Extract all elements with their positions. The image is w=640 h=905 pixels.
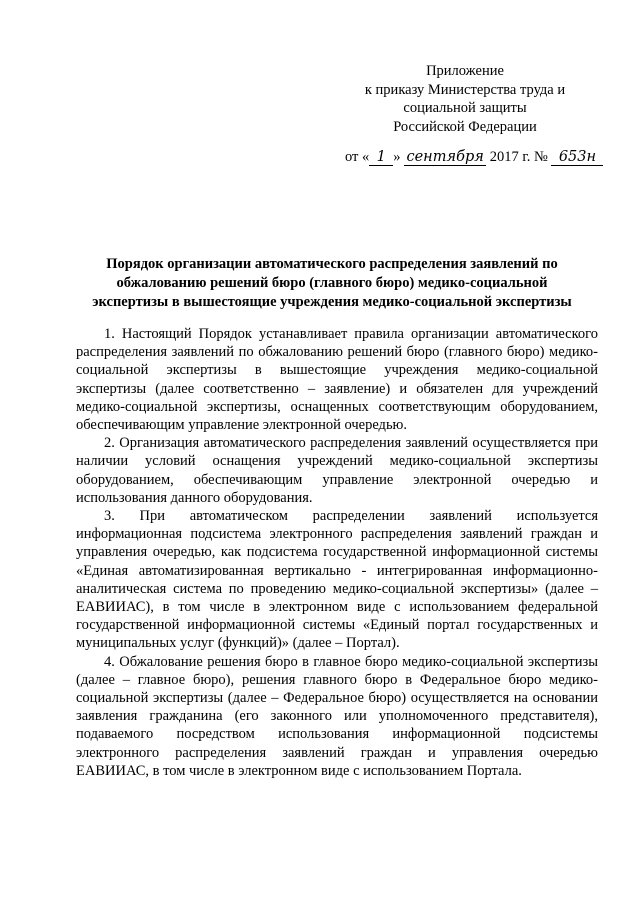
annex-line-3: социальной защиты (403, 100, 527, 116)
paragraph-3: 3. При автоматическом распределении заявлений используется информационная подсистема электронного распределения заявлений граждан и управления очередью, как подсистема государственной информационной системы «Единая автоматизированная вертикально - интегрированная информационно-аналитическая система по проведению медико-социальной экспертизы» (далее – ЕАВИИАС), в том числе в электронном виде с использованием федеральной государственной информационной системы «Единый портал государственных и муниципальных услуг (функций)» (далее – Портал). (76, 508, 598, 652)
order-date-line (345, 148, 603, 166)
date-year: 2017 г. № (489, 149, 548, 165)
annex-line-1: Приложение (426, 63, 504, 79)
document-title (66, 255, 598, 312)
date-mid: » (393, 149, 401, 165)
title-line-2: обжалованию решений бюро (главного бюро) медико-социальной (116, 275, 548, 291)
document-body (76, 325, 598, 780)
paragraph-4: 4. Обжалование решения бюро в главное бюро медико-социальной экспертизы (далее – главное бюро), решения главного бюро в Федеральное бюро медико-социальной экспертизы (далее – Федеральное бюро) осуществляется на основании заявления гражданина (его законного или уполномоченного представителя), подаваемого посредством использования информационной подсистемы электронного распределения заявлений граждан и управления очередью ЕАВИИАС, в том числе в электронном виде с использованием Портала. (76, 653, 598, 779)
paragraph-1: 1. Настоящий Порядок устанавливает правила организации автоматического распределения заявлений по обжалованию решений бюро (главного бюро) медико-социальной экспертизы в вышестоящие учреждения медико-социальной экспертизы (далее соответственно – заявление) и обязателен для учреждений медико-социальной экспертизы, оснащенных соответствующим оборудованием, обеспечивающим управление электронной очередью. (76, 326, 598, 434)
paragraph-2: 2. Организация автоматического распределения заявлений осуществляется при наличии условий оснащения учреждений медико-социальной экспертизы оборудованием, обеспечивающим управление электронной очередью и использования данного оборудования. (76, 435, 598, 506)
title-line-3: экспертизы в вышестоящие учреждения медико-социальной экспертизы (92, 294, 572, 310)
handwritten-order-number: 653н (551, 150, 603, 166)
handwritten-day: 1 (369, 150, 393, 166)
title-line-1: Порядок организации автоматического распределения заявлений по (106, 256, 558, 272)
date-prefix: от « (345, 149, 370, 165)
annex-line-4: Российской Федерации (393, 118, 537, 135)
handwritten-month: сентября (404, 150, 486, 166)
annex-line-2: к приказу Министерства труда и (364, 81, 566, 98)
annex-header (340, 62, 590, 136)
